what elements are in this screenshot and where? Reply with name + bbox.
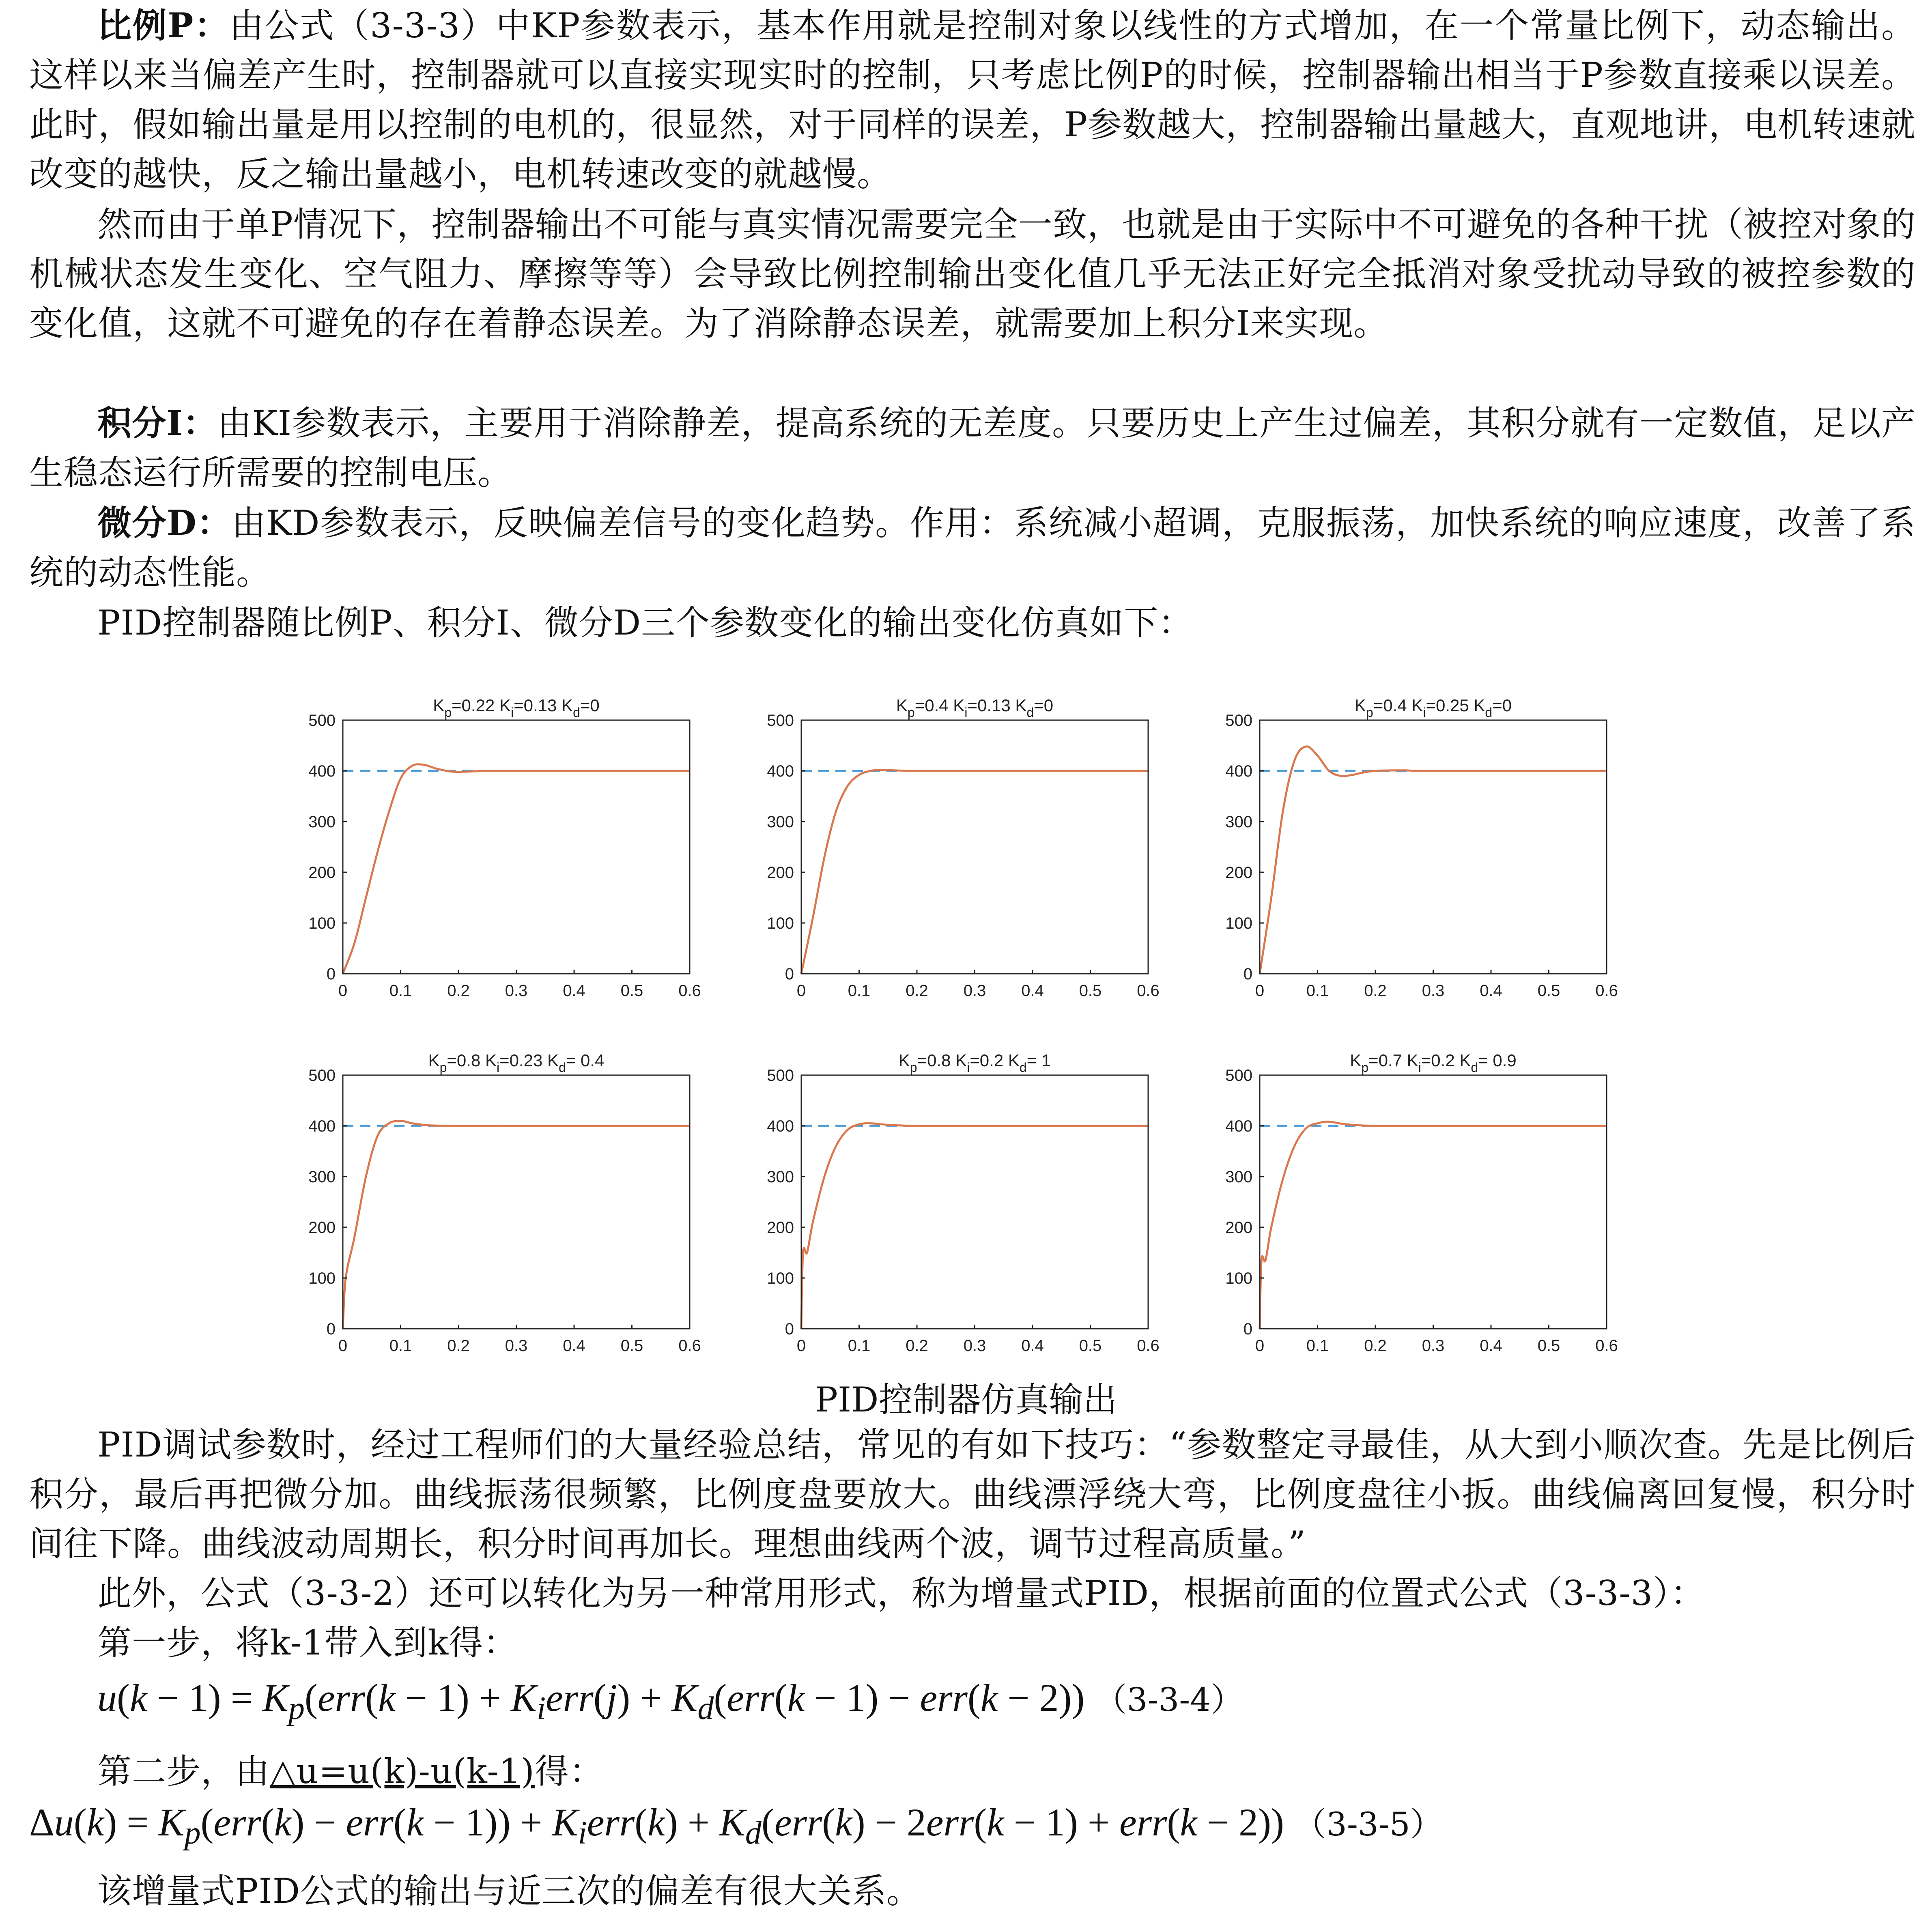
response-curve — [801, 770, 1148, 974]
x-tick-label: 0 — [338, 1337, 348, 1355]
title-subscript: d — [1026, 705, 1034, 720]
y-tick-label: 100 — [767, 914, 794, 932]
title-subscript: d — [1485, 705, 1493, 720]
y-tick-label: 200 — [308, 864, 336, 882]
x-tick-label: 0.6 — [1137, 982, 1160, 1000]
x-tick-label: 0 — [796, 982, 806, 1000]
proportional-text: 由公式（3-3-3）中KP参数表示，基本作用就是控制对象以线性的方式增加，在一个常量比例下，动态输出。这样以来当偏差产生时，控制器就可以直接实现实时的控制，只考虑比例P的时候，控制器输出相当于P参数直接乘以误差。此时，假如输出量是用以控制的电机的，很显然，对于同样的误差，P参数越大，控制器输出量越大，直观地讲，电机转速就改变的越快，反之输出量越小，电机转速改变的就越慢。 — [29, 6, 1916, 194]
paragraph-incremental: 此外，公式（3-3-2）还可以转化为另一种常用形式，称为增量式PID，根据前面的位置式公式（3-3-3）： — [97, 1573, 1705, 1613]
x-tick-label: 0.2 — [906, 1337, 928, 1355]
panel-title — [428, 1051, 605, 1075]
title-text: =0.25 K — [1426, 696, 1485, 715]
y-tick-label: 0 — [1243, 1320, 1252, 1338]
x-tick-label: 0.4 — [1480, 1337, 1502, 1355]
x-tick-label: 0.5 — [1079, 982, 1102, 1000]
x-tick-label: 0.2 — [447, 982, 470, 1000]
integral-text: 由KI参数表示，主要用于消除静差，提高系统的无差度。只要历史上产生过偏差，其积分就有一定数值，足以产生稳态运行所需要的控制电压。 — [29, 403, 1916, 493]
x-tick-label: 0.3 — [963, 1337, 986, 1355]
y-tick-label: 100 — [1225, 1269, 1252, 1287]
y-tick-label: 200 — [308, 1219, 336, 1237]
x-tick-label: 0.4 — [563, 982, 585, 1000]
title-text: =0.8 K — [917, 1051, 967, 1070]
plot-frame — [801, 1075, 1148, 1329]
y-tick-label: 400 — [308, 762, 336, 780]
proportional-heading: 比例P： — [97, 5, 230, 45]
y-tick-label: 300 — [308, 813, 336, 831]
plot-frame — [343, 720, 690, 974]
title-text: K — [896, 696, 908, 715]
sim-panel-5 — [767, 1051, 1160, 1355]
x-tick-label: 0.1 — [848, 982, 871, 1000]
x-tick-label: 0 — [1255, 982, 1265, 1000]
title-text: =0 — [1034, 696, 1054, 715]
y-tick-label: 500 — [767, 712, 794, 729]
title-text: =0.2 K — [1421, 1051, 1471, 1070]
delta-u-definition: △u=u(k)-u(k-1) — [270, 1751, 535, 1791]
derivative-text: 由KD参数表示，反映偏差信号的变化趋势。作用：系统减小超调，克服振荡，加快系统的响应速度，改善了系统的动态性能。 — [29, 503, 1916, 592]
y-tick-label: 0 — [326, 965, 336, 983]
title-subscript: p — [910, 1060, 917, 1075]
equation-3-3-5: $\Delta u(k) = K_p(err(k) - err(k - 1)) + K_ierr(k) + K_d(err(k) - 2err(k - 1) + err(k - 2))$ （3-3-5） — [29, 1801, 1443, 1851]
title-subscript: i — [496, 1060, 500, 1075]
sim-panel-4 — [308, 1051, 701, 1355]
title-text: =0.13 K — [514, 696, 573, 715]
y-tick-label: 300 — [767, 813, 794, 831]
x-tick-label: 0.6 — [1137, 1337, 1160, 1355]
x-tick-label: 0.6 — [1595, 1337, 1618, 1355]
y-tick-label: 200 — [1225, 1219, 1252, 1237]
x-tick-label: 0.4 — [563, 1337, 585, 1355]
x-tick-label: 0.4 — [1021, 1337, 1044, 1355]
y-tick-label: 500 — [1225, 712, 1252, 729]
step2-prefix: 第二步，由 — [97, 1751, 270, 1791]
title-text: =0 — [580, 696, 600, 715]
title-subscript: p — [444, 705, 452, 720]
plot-frame — [343, 1075, 690, 1329]
y-tick-label: 500 — [1225, 1067, 1252, 1084]
panel-title — [1350, 1051, 1517, 1075]
x-tick-label: 0.4 — [1021, 982, 1044, 1000]
panel-title — [896, 696, 1053, 720]
paragraph-step1: 第一步，将k-1带入到k得： — [97, 1623, 518, 1663]
paragraph-tuning-tips: PID调试参数时，经过工程师们的大量经验总结，常见的有如下技巧：“参数整定寻最佳，从大到小顺次查。先是比例后积分，最后再把微分加。曲线振荡很频繁，比例度盘要放大。曲线漂浮绕大弯，比例度盘往小扳。曲线偏离回复慢，积分时间往下降。曲线波动周期长，积分时间再加长。理想曲线两个波，调节过程高质量。” — [29, 1425, 1916, 1564]
title-subscript: p — [1366, 705, 1373, 720]
paragraph-conclusion: 该增量式PID公式的输出与近三次的偏差有很大关系。 — [97, 1871, 921, 1911]
x-tick-label: 0 — [1255, 1337, 1265, 1355]
title-text: =0.4 K — [914, 696, 965, 715]
y-tick-label: 400 — [1225, 762, 1252, 780]
y-tick-label: 100 — [767, 1269, 794, 1287]
paragraph-static-error: 然而由于单P情况下，控制器输出不可能与真实情况需要完全一致，也就是由于实际中不可避免的各种干扰（被控对象的机械状态发生变化、空气阻力、摩擦等等）会导致比例控制输出变化值几乎无法正好完全抵消对象受扰动导致的被控参数的变化值，这就不可避免的存在着静态误差。为了消除静态误差，就需要加上积分I来实现。 — [29, 204, 1916, 343]
x-tick-label: 0.1 — [389, 982, 412, 1000]
title-text: =0.13 K — [967, 696, 1027, 715]
equation-3-3-5-tag: （3-3-5） — [1294, 1805, 1443, 1843]
title-text: K — [898, 1051, 910, 1070]
title-subscript: d — [1471, 1060, 1478, 1075]
y-tick-label: 0 — [785, 965, 794, 983]
title-text: = 0.4 — [566, 1051, 605, 1070]
x-tick-label: 0.1 — [1306, 982, 1329, 1000]
integral-heading: 积分I： — [97, 403, 217, 443]
y-tick-label: 500 — [308, 1067, 336, 1084]
title-subscript: i — [511, 705, 514, 720]
x-tick-label: 0.6 — [678, 1337, 701, 1355]
step2-suffix: 得： — [534, 1751, 604, 1791]
plot-frame — [801, 720, 1148, 974]
title-text: =0.23 K — [499, 1051, 559, 1070]
x-tick-label: 0.6 — [1595, 982, 1618, 1000]
y-tick-label: 400 — [767, 762, 794, 780]
title-subscript: i — [1418, 1060, 1421, 1075]
x-tick-label: 0.5 — [1079, 1337, 1102, 1355]
title-subscript: d — [1019, 1060, 1027, 1075]
x-tick-label: 0.3 — [505, 982, 528, 1000]
y-tick-label: 400 — [767, 1117, 794, 1135]
equation-3-3-4-tag: （3-3-4） — [1094, 1681, 1244, 1719]
x-tick-label: 0.5 — [620, 1337, 643, 1355]
y-tick-label: 200 — [767, 864, 794, 882]
title-text: K — [1354, 696, 1366, 715]
y-tick-label: 0 — [1243, 965, 1252, 983]
title-subscript: d — [573, 705, 580, 720]
x-tick-label: 0.5 — [620, 982, 643, 1000]
equation-3-3-4: $u(k - 1) = K_p(err(k - 1) + K_ierr(j) + K_d(err(k - 1) - err(k - 2))$ （3-3-4） — [97, 1676, 1244, 1727]
y-tick-label: 0 — [326, 1320, 336, 1338]
y-tick-label: 100 — [1225, 914, 1252, 932]
title-subscript: i — [964, 705, 968, 720]
x-tick-label: 0 — [796, 1337, 806, 1355]
title-subscript: i — [967, 1060, 970, 1075]
x-tick-label: 0 — [338, 982, 348, 1000]
x-tick-label: 0.3 — [505, 1337, 528, 1355]
x-tick-label: 0.1 — [389, 1337, 412, 1355]
sim-panel-2 — [767, 696, 1160, 1000]
y-tick-label: 300 — [308, 1168, 336, 1186]
y-tick-label: 300 — [1225, 813, 1252, 831]
x-tick-label: 0.2 — [1364, 1337, 1387, 1355]
x-tick-label: 0.2 — [1364, 982, 1387, 1000]
x-tick-label: 0.5 — [1537, 1337, 1560, 1355]
paragraph-step2 — [29, 1747, 1916, 1796]
response-curve — [1260, 1122, 1607, 1329]
title-text: =0.22 K — [452, 696, 511, 715]
plot-frame — [1260, 1075, 1607, 1329]
title-text: =0.7 K — [1368, 1051, 1418, 1070]
y-tick-label: 100 — [308, 1269, 336, 1287]
title-text: =0.8 K — [447, 1051, 497, 1070]
y-tick-label: 300 — [1225, 1168, 1252, 1186]
title-subscript: p — [439, 1060, 447, 1075]
x-tick-label: 0.2 — [906, 982, 928, 1000]
response-curve — [343, 764, 690, 974]
title-text: =0.2 K — [970, 1051, 1020, 1070]
title-text: K — [428, 1051, 440, 1070]
y-tick-label: 200 — [767, 1219, 794, 1237]
y-tick-label: 500 — [308, 712, 336, 729]
title-text: =0.4 K — [1373, 696, 1423, 715]
y-tick-label: 0 — [785, 1320, 794, 1338]
x-tick-label: 0.4 — [1480, 982, 1502, 1000]
title-text: =0 — [1492, 696, 1512, 715]
y-tick-label: 400 — [308, 1117, 336, 1135]
panel-title — [1355, 696, 1512, 720]
title-text: = 0.9 — [1478, 1051, 1517, 1070]
sim-panel-3 — [1225, 696, 1618, 1000]
title-subscript: d — [559, 1060, 566, 1075]
response-curve — [343, 1121, 690, 1329]
paragraph-sim-intro: PID控制器随比例P、积分I、微分D三个参数变化的输出变化仿真如下： — [97, 603, 1193, 643]
title-subscript: p — [907, 705, 915, 720]
x-tick-label: 0.6 — [678, 982, 701, 1000]
y-tick-label: 500 — [767, 1067, 794, 1084]
title-text: = 1 — [1026, 1051, 1051, 1070]
x-tick-label: 0.2 — [447, 1337, 470, 1355]
x-tick-label: 0.1 — [1306, 1337, 1329, 1355]
title-text: K — [1350, 1051, 1362, 1070]
y-tick-label: 100 — [308, 914, 336, 932]
panel-title — [433, 696, 600, 720]
y-tick-label: 400 — [1225, 1117, 1252, 1135]
x-tick-label: 0.3 — [1422, 1337, 1445, 1355]
plot-frame — [1260, 720, 1607, 974]
x-tick-label: 0.3 — [963, 982, 986, 1000]
title-subscript: i — [1423, 705, 1426, 720]
panel-title — [899, 1051, 1051, 1075]
response-curve — [1260, 747, 1607, 974]
response-curve — [801, 1123, 1148, 1329]
y-tick-label: 300 — [767, 1168, 794, 1186]
title-subscript: p — [1361, 1060, 1369, 1075]
figure-caption: PID控制器仿真输出 — [815, 1380, 1117, 1420]
x-tick-label: 0.1 — [848, 1337, 871, 1355]
sim-panel-6 — [1225, 1051, 1618, 1355]
title-text: K — [433, 696, 445, 715]
derivative-heading: 微分D： — [97, 503, 232, 543]
sim-panel-1 — [308, 696, 701, 1000]
x-tick-label: 0.3 — [1422, 982, 1445, 1000]
x-tick-label: 0.5 — [1537, 982, 1560, 1000]
y-tick-label: 200 — [1225, 864, 1252, 882]
